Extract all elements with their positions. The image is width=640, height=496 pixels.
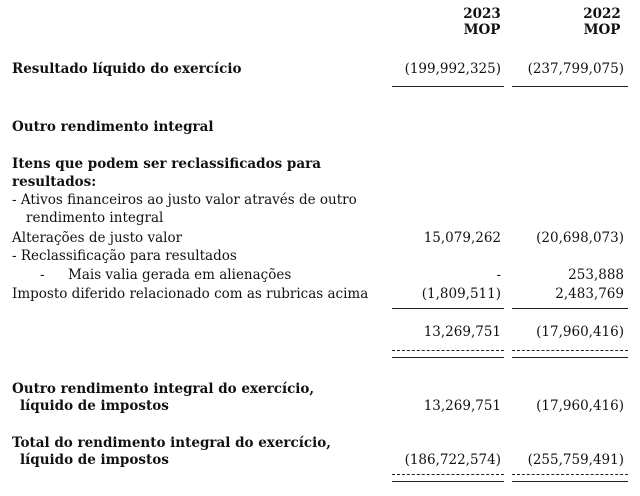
subtotal-2023: 13,269,751 (423, 324, 501, 340)
oci-section-title: Outro rendimento integral (12, 119, 214, 135)
header-currency-2022: MOP (583, 22, 621, 38)
reclass-title-line1: Itens que podem ser reclassificados para (12, 156, 321, 172)
total-dashes-2022 (512, 474, 628, 475)
net-result-2023: (199,992,325) (404, 61, 501, 77)
gains-label: Mais valia gerada em alienações (68, 267, 292, 283)
fvoci-line1: - Ativos financeiros ao justo valor através de outro (12, 192, 357, 208)
gains-2022: 253,888 (568, 267, 624, 283)
header-currency-2023: MOP (463, 22, 501, 38)
fair-value-2022: (20,698,073) (536, 230, 624, 246)
reclass-title-line2: resultados: (12, 174, 97, 190)
gains-dash: - (40, 267, 45, 283)
subtotal-rule-2022 (512, 357, 628, 358)
deferred-tax-underline-2022 (512, 308, 628, 309)
net-result-underline-2022 (512, 86, 628, 87)
total-rule-2022 (512, 481, 628, 482)
fair-value-label: Alterações de justo valor (12, 230, 183, 246)
gains-2023: - (496, 267, 501, 283)
oci-year-2022: (17,960,416) (536, 398, 624, 414)
oci-year-2023: 13,269,751 (423, 398, 501, 414)
total-2022: (255,759,491) (527, 452, 624, 468)
subtotal-2022: (17,960,416) (536, 324, 624, 340)
reclass-results-label: - Reclassificação para resultados (12, 248, 237, 264)
deferred-tax-2022: 2,483,769 (555, 286, 624, 302)
total-label-line2: líquido de impostos (20, 452, 169, 468)
deferred-tax-underline-2023 (392, 308, 504, 309)
fvoci-line2: rendimento integral (26, 210, 164, 226)
total-label-line1: Total do rendimento integral do exercício, (12, 435, 331, 451)
net-result-2022: (237,799,075) (527, 61, 624, 77)
fair-value-2023: 15,079,262 (423, 230, 501, 246)
header-year-2023: 2023 (463, 6, 501, 22)
deferred-tax-label: Imposto diferido relacionado com as rubricas acima (12, 286, 369, 302)
net-result-underline-2023 (392, 86, 504, 87)
oci-year-label-line2: líquido de impostos (20, 398, 169, 414)
subtotal-rule-2023 (392, 357, 504, 358)
header-year-2022: 2022 (583, 6, 621, 22)
total-dashes-2023 (392, 474, 504, 475)
deferred-tax-2023: (1,809,511) (421, 286, 501, 302)
total-rule-2023 (392, 481, 504, 482)
oci-year-label-line1: Outro rendimento integral do exercício, (12, 381, 315, 397)
subtotal-dashes-2023 (392, 350, 504, 351)
total-2023: (186,722,574) (404, 452, 501, 468)
net-result-label: Resultado líquido do exercício (12, 61, 242, 77)
subtotal-dashes-2022 (512, 350, 628, 351)
